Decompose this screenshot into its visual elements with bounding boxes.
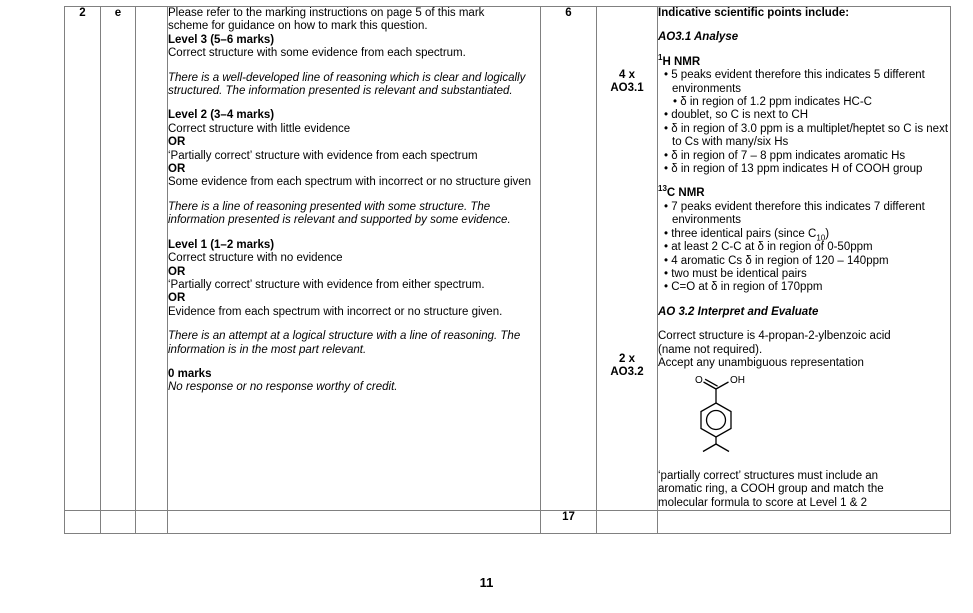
cnmr-point-2 bbox=[658, 228, 950, 241]
hnmr-point-6: • δ in region of 13 ppm indicates H of COOH group bbox=[664, 163, 923, 176]
level2-criteria-3: Some evidence from each spectrum with incorrect or no structure given bbox=[168, 176, 532, 189]
table-row bbox=[65, 7, 951, 511]
spacer bbox=[168, 228, 540, 239]
cell-total-marks: 17 bbox=[541, 510, 597, 533]
ao32-heading: AO 3.2 Interpret and Evaluate bbox=[658, 305, 819, 318]
cell-total-question bbox=[65, 510, 101, 533]
cnmr-point-2-prefix: • three identical pairs (since C bbox=[664, 227, 817, 240]
cell-total-sub bbox=[136, 510, 168, 533]
cell-question-sub bbox=[136, 7, 168, 511]
ao31-name: AO3.1 bbox=[610, 82, 644, 95]
spacer bbox=[658, 459, 950, 470]
table-row-total bbox=[65, 510, 951, 533]
cnmr-heading bbox=[658, 184, 950, 200]
spacer bbox=[658, 20, 950, 31]
cell-ao-breakdown bbox=[597, 7, 658, 511]
spacer bbox=[168, 357, 540, 368]
cnmr-point-6: • C=O at δ in region of 170ppm bbox=[664, 281, 823, 294]
spacer bbox=[168, 319, 540, 330]
cnmr-point-2-suffix: ) bbox=[825, 227, 830, 240]
guidance-footnote-3: molecular formula to score at Level 1 & 2 bbox=[658, 496, 868, 509]
level2-or-1: OR bbox=[168, 136, 186, 149]
cell-total-part bbox=[101, 510, 136, 533]
hnmr-point-4: • δ in region of 3.0 ppm is a multiplet/heptet so C is next to Cs with many/six Hs bbox=[664, 122, 949, 149]
cell-total-answer bbox=[168, 510, 541, 533]
level3-descriptor: There is a well-developed line of reasoning which is clear and logically structured. The information presented is relevant and substantiated. bbox=[168, 71, 526, 98]
cell-answer bbox=[168, 7, 541, 511]
ao31-heading: AO3.1 Analyse bbox=[658, 31, 739, 44]
chemical-structure-diagram bbox=[676, 372, 950, 458]
spacer bbox=[168, 98, 540, 109]
level2-descriptor: There is a line of reasoning presented with some structure. The information presented is relevant and supported by some evidence. bbox=[168, 200, 511, 227]
cell-total-guidance bbox=[658, 510, 951, 533]
spacer bbox=[658, 319, 950, 330]
level1-or-2: OR bbox=[168, 292, 186, 305]
structure-label-o: O bbox=[695, 375, 703, 387]
page-number: 11 bbox=[479, 575, 494, 590]
cell-total-ao bbox=[597, 510, 658, 533]
hnmr-point-2: • δ in region of 1.2 ppm indicates HC-C bbox=[673, 96, 872, 109]
structure-text-2: (name not required). bbox=[658, 343, 763, 356]
guidance-intro: Indicative scientific points include: bbox=[658, 7, 850, 19]
level3-heading: Level 3 (5–6 marks) bbox=[168, 33, 275, 46]
cnmr-sup: 13 bbox=[658, 184, 667, 194]
mark-scheme-table bbox=[64, 6, 951, 534]
level2-heading: Level 2 (3–4 marks) bbox=[168, 109, 275, 122]
ao31-count: 4 x bbox=[619, 69, 635, 81]
cell-marks: 6 bbox=[541, 7, 597, 511]
spacer bbox=[168, 61, 540, 72]
hnmr-point-5: • δ in region of 7 – 8 ppm indicates aromatic Hs bbox=[664, 149, 906, 162]
hnmr-heading bbox=[658, 52, 950, 69]
cnmr-point-5: • two must be identical pairs bbox=[664, 267, 807, 280]
cell-guidance bbox=[658, 7, 951, 511]
cnmr-point-1: • 7 peaks evident therefore this indicates 7 different environments bbox=[664, 200, 925, 227]
guidance-footnote-2: aromatic ring, a COOH group and match the bbox=[658, 483, 884, 496]
spacer bbox=[658, 295, 950, 306]
cell-question-part: e bbox=[101, 7, 136, 511]
level1-criteria-1: Correct structure with no evidence bbox=[168, 252, 343, 265]
level2-criteria-1: Correct structure with little evidence bbox=[168, 122, 351, 135]
level1-heading: Level 1 (1–2 marks) bbox=[168, 238, 275, 251]
cnmr-title: C NMR bbox=[666, 187, 705, 200]
guidance-footnote-1: ‘partially correct’ structures must include an bbox=[658, 469, 879, 482]
cnmr-point-3: • at least 2 C-C at δ in region of 0-50ppm bbox=[664, 241, 873, 254]
benzoic-acid-structure-svg bbox=[676, 372, 772, 454]
level1-criteria-2: ‘Partially correct’ structure with evidence from either spectrum. bbox=[168, 278, 485, 291]
answer-intro-line-2: scheme for guidance on how to mark this question. bbox=[168, 20, 428, 33]
level1-or-1: OR bbox=[168, 265, 186, 278]
structure-text-3: Accept any unambiguous representation bbox=[658, 356, 864, 369]
level0-heading: 0 marks bbox=[168, 367, 212, 380]
level2-or-2: OR bbox=[168, 163, 186, 176]
hnmr-point-1: • 5 peaks evident therefore this indicates 5 different environments bbox=[664, 69, 925, 95]
structure-text-1: Correct structure is 4-propan-2-ylbenzoic acid bbox=[658, 330, 891, 343]
cell-question-number: 2 bbox=[65, 7, 101, 511]
ao32-label bbox=[597, 353, 657, 380]
level1-descriptor: There is an attempt at a logical structure with a line of reasoning. The information is in the most part relevant. bbox=[168, 330, 521, 356]
level1-criteria-3: Evidence from each spectrum with incorrect or no structure given. bbox=[168, 305, 503, 318]
structure-label-oh: OH bbox=[730, 375, 745, 387]
ao32-name: AO3.2 bbox=[610, 366, 644, 379]
hnmr-title: H NMR bbox=[662, 55, 701, 68]
hnmr-sup: 1 bbox=[658, 52, 663, 62]
spacer bbox=[658, 45, 950, 56]
answer-intro-line-1: Please refer to the marking instructions on page 5 of this mark bbox=[168, 7, 485, 19]
level2-criteria-2: ‘Partially correct’ structure with evidence from each spectrum bbox=[168, 149, 478, 162]
level0-descriptor: No response or no response worthy of credit. bbox=[168, 381, 398, 394]
level3-criteria: Correct structure with some evidence from each spectrum. bbox=[168, 47, 466, 60]
cnmr-point-2-sub: 10 bbox=[816, 232, 826, 242]
spacer bbox=[658, 176, 950, 187]
ao31-label bbox=[597, 69, 657, 96]
spacer bbox=[168, 190, 540, 201]
hnmr-point-3: • doublet, so C is next to CH bbox=[664, 109, 809, 122]
ao32-count: 2 x bbox=[619, 353, 635, 365]
cnmr-point-4: • 4 aromatic Cs δ in region of 120 – 140ppm bbox=[664, 254, 889, 267]
